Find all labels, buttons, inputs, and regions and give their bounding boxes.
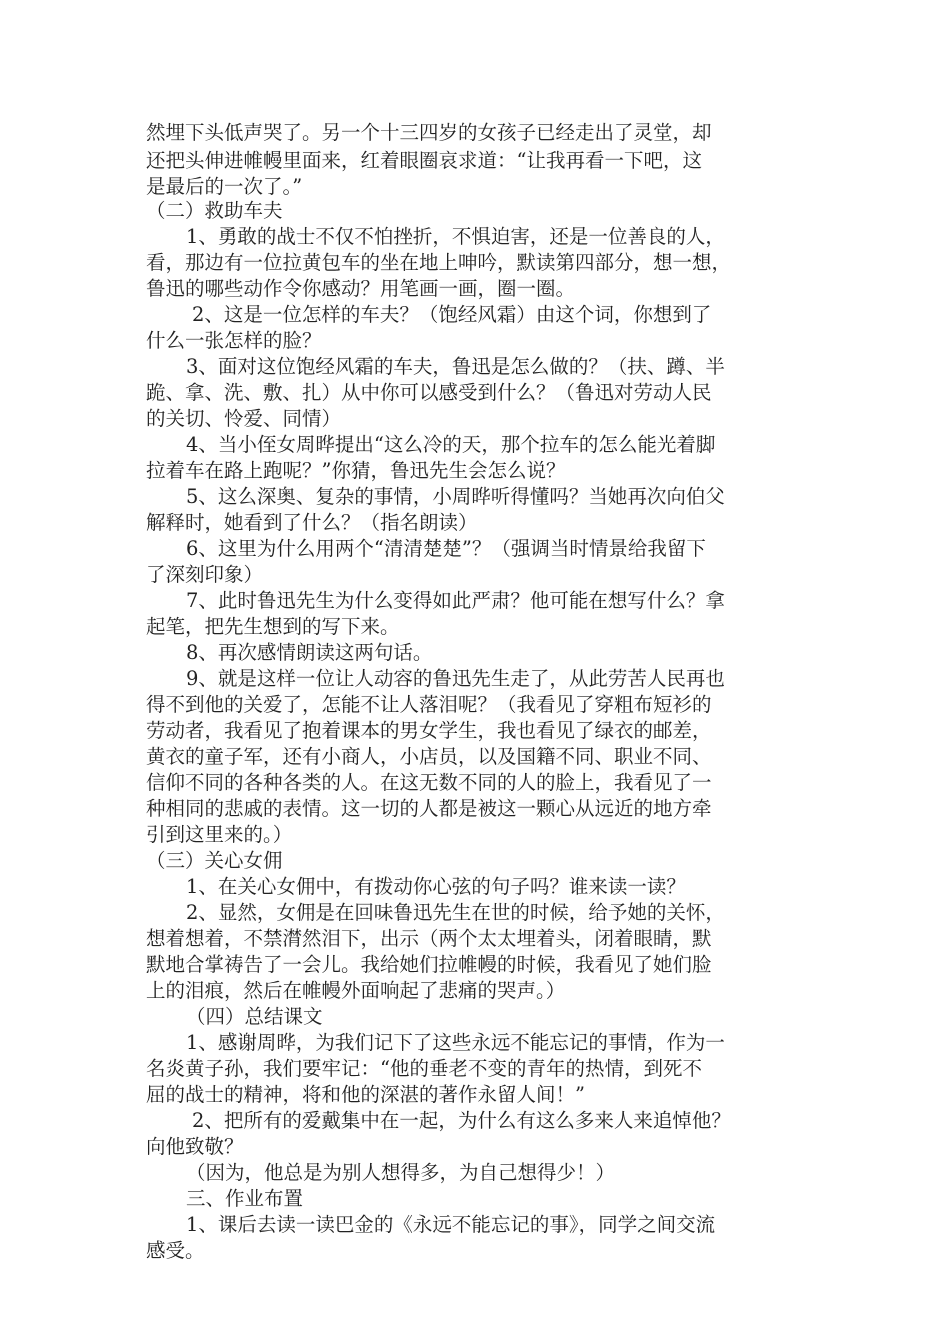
text-line: 拉着车在路上跑呢？”你猜，鲁迅先生会怎么说？ (146, 459, 566, 482)
text-line: 黄衣的童子军，还有小商人，小店员，以及国籍不同、职业不同、 (146, 745, 712, 768)
section-heading: （三）关心女佣 (146, 849, 283, 872)
text-line: 7、此时鲁迅先生为什么变得如此严肃？他可能在想写什么？拿 (186, 589, 725, 612)
text-line: （因为，他总是为别人想得多，为自己想得少！） (186, 1161, 616, 1184)
text-line: 看，那边有一位拉黄包车的坐在地上呻吟，默读第四部分，想一想， (146, 251, 732, 274)
text-line: 4、当小侄女周晔提出“这么冷的天，那个拉车的怎么能光着脚 (186, 433, 716, 456)
text-line: 2、把所有的爱戴集中在一起，为什么有这么多来人来追悼他？ (192, 1109, 731, 1132)
section-heading: （二）救助车夫 (146, 199, 283, 222)
text-line: 9、就是这样一位让人动容的鲁迅先生走了，从此劳苦人民再也 (186, 667, 725, 690)
section-heading: （四）总结课文 (186, 1005, 323, 1028)
text-line: 2、显然，女佣是在回味鲁迅先生在世的时候，给予她的关怀， (186, 901, 725, 924)
text-line: 感受。 (146, 1239, 205, 1262)
text-line: 5、这么深奥、复杂的事情，小周晔听得懂吗？当她再次向伯父 (186, 485, 725, 508)
text-line: 的关切、怜爱、同情） (146, 407, 342, 430)
text-line: 屈的战士的精神，将和他的深湛的著作永留人间！” (146, 1083, 585, 1106)
text-line: 解释时，她看到了什么？（指名朗读） (146, 511, 478, 534)
text-line: 引到这里来的。） (146, 823, 293, 846)
text-line: 了深刻印象） (146, 563, 264, 586)
text-line: 上的泪痕，然后在帷幔外面响起了悲痛的哭声。） (146, 979, 566, 1002)
text-line: 种相同的悲戚的表情。这一切的人都是被这一颗心从远近的地方牵 (146, 797, 712, 820)
text-line: 向他致敬？ (146, 1135, 244, 1158)
text-line: 2、这是一位怎样的车夫？（饱经风霜）由这个词，你想到了 (192, 303, 712, 326)
text-line: 得不到他的关爱了，怎能不让人落泪呢？（我看见了穿粗布短衫的 (146, 693, 712, 716)
text-line: 是最后的一次了。” (146, 175, 303, 198)
text-line: 什么一张怎样的脸？ (146, 329, 322, 352)
text-line: 鲁迅的哪些动作令你感动？用笔画一画，圈一圈。 (146, 277, 576, 300)
text-line: 1、在关心女佣中，有拨动你心弦的句子吗？谁来读一读？ (186, 875, 686, 898)
text-line: 1、课后去读一读巴金的《永远不能忘记的事》，同学之间交流 (186, 1213, 716, 1236)
text-line: 3、面对这位饱经风霜的车夫，鲁迅是怎么做的？（扶、蹲、半 (186, 355, 725, 378)
text-line: 名炎黄子孙，我们要牢记：“他的垂老不变的青年的热情，到死不 (146, 1057, 702, 1080)
text-line: 默地合掌祷告了一会儿。我给她们拉帷幔的时候，我看见了她们脸 (146, 953, 712, 976)
text-line: 6、这里为什么用两个“清清楚楚”？（强调当时情景给我留下 (186, 537, 706, 560)
section-heading: 三、作业布置 (186, 1187, 304, 1210)
text-line: 1、勇敢的战士不仅不怕挫折，不惧迫害，还是一位善良的人， (186, 225, 725, 248)
text-line: 还把头伸进帷幔里面来，红着眼圈哀求道：“让我再看一下吧，这 (146, 149, 702, 172)
text-line: 劳动者，我看见了抱着课本的男女学生，我也看见了绿衣的邮差， (146, 719, 712, 742)
text-line: 1、感谢周晔，为我们记下了这些永远不能忘记的事情，作为一 (186, 1031, 725, 1054)
text-line: 8、再次感情朗读这两句话。 (186, 641, 433, 664)
text-line: 起笔，把先生想到的写下来。 (146, 615, 400, 638)
text-line: 想着想着，不禁潸然泪下，出示（两个太太埋着头，闭着眼睛，默 (146, 927, 712, 950)
text-line: 跪、拿、洗、敷、扎）从中你可以感受到什么？（鲁迅对劳动人民 (146, 381, 712, 404)
text-line: 信仰不同的各种各类的人。在这无数不同的人的脸上，我看见了一 (146, 771, 712, 794)
text-line: 然埋下头低声哭了。另一个十三四岁的女孩子已经走出了灵堂，却 (146, 121, 712, 144)
